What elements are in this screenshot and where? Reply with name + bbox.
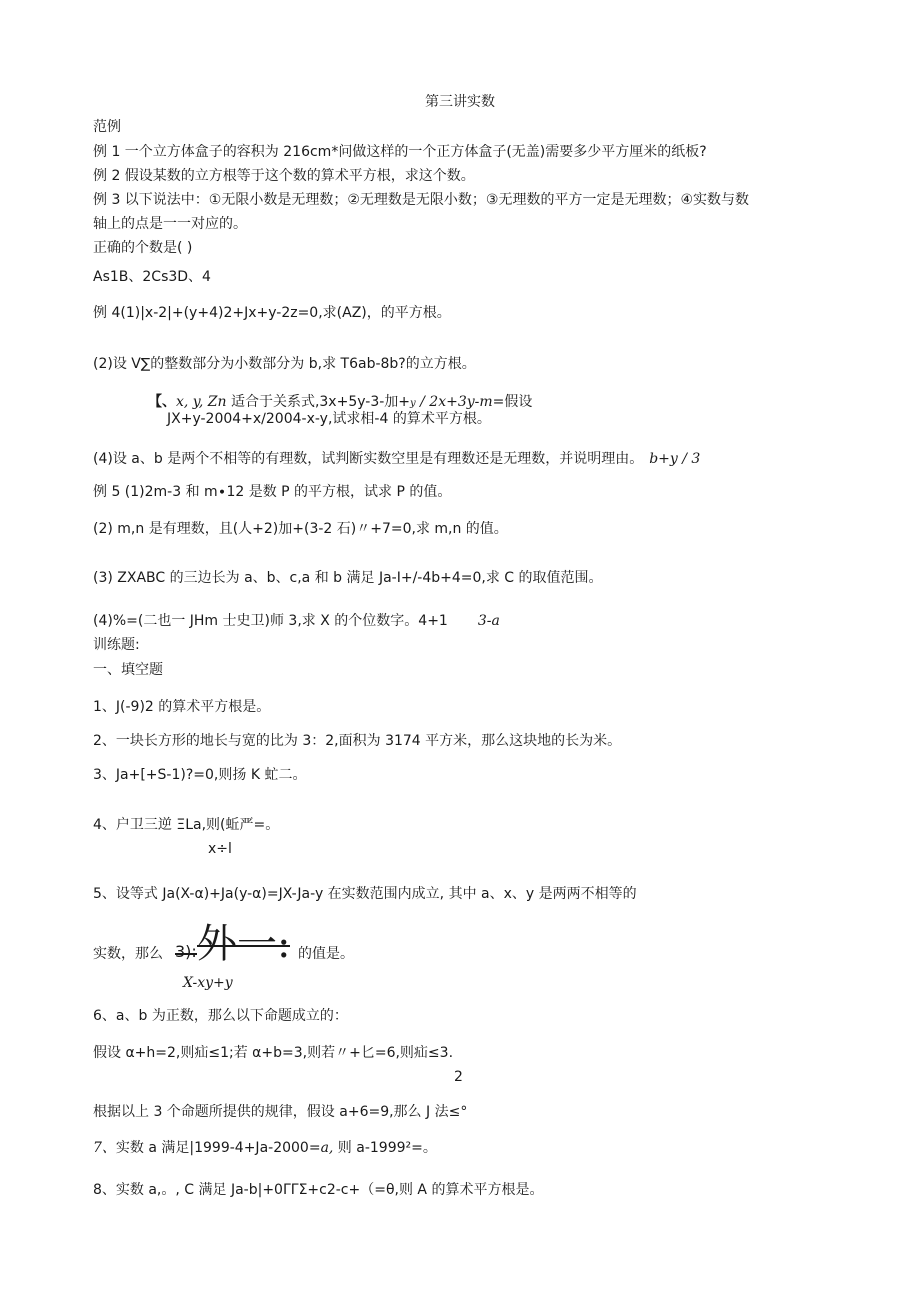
relation-italic-text: / 2x+3y-m= — [415, 394, 505, 410]
example-4-part-4-formula: b+y / 3 — [649, 451, 701, 467]
example-3-options: As1B、2Cs3D、4 — [93, 269, 211, 285]
example-5-part-1: 例 5 (1)2m-3 和 m∙12 是数 P 的平方根，试求 P 的值。 — [93, 484, 452, 500]
question-3: 3、Ja+[+S-1)?=0,则扬 K 虻二。 — [93, 767, 307, 783]
training-heading: 训练题: — [93, 637, 140, 653]
question-5-prefix: 实数，那么 — [93, 946, 163, 962]
example-5-part-4 — [93, 611, 500, 631]
question-5-line-1: 5、设等式 Ja(X-α)+Ja(y-α)=JX-Ja-y 在实数范围内成立, 其中 a、x、y 是两两不相等的 — [93, 886, 637, 902]
example-4-part-1: 例 4(1)|x-2|+(y+4)2+Jx+y-2z=0,求(AZ)，的平方根。 — [93, 305, 451, 321]
question-7-tail: 则 a-1999²=。 — [333, 1140, 437, 1156]
example-4-part-3-line-2: JX+y-2004+x∕2004-x-y,试求相-4 的算术平方根。 — [167, 411, 491, 427]
question-7-variable: a, — [320, 1140, 334, 1156]
example-5-part-4-formula: 3-a — [477, 613, 500, 629]
question-5-suffix: 的值是。 — [298, 946, 354, 962]
example-4-part-2: (2)设 V∑的整数部分为小数部分为 b,求 T6ab-8b?的立方根。 — [93, 356, 476, 372]
example-3-line-1: 例 3 以下说法中：①无限小数是无理数；②无理数是无限小数；③无理数的平方一定是无理数；④实数与数 — [93, 192, 750, 208]
question-5-sub: X-xy+y — [183, 975, 233, 991]
example-5-part-4-text: (4)%=(二也一 JHm 士史卫)师 3,求 X 的个位数字。4+1 — [93, 613, 448, 629]
question-2: 2、一块长方形的地长与宽的比为 3：2,面积为 3174 平方米，那么这块地的长为米。 — [93, 733, 622, 749]
heading-examples: 范例 — [93, 119, 121, 135]
question-6-line-3: 根据以上 3 个命题所提供的规律，假设 a+6=9,那么 J 法≤° — [93, 1104, 468, 1120]
question-5-strike-lines — [175, 922, 295, 966]
question-7-number: 7、 — [93, 1140, 116, 1156]
question-7-text: 实数 a 满足|1999-4+Ja-2000= — [115, 1140, 321, 1156]
section-fill-in-blank: 一、填空题 — [93, 662, 163, 678]
variables-text: x, y, Zn — [176, 394, 227, 410]
example-4-part-4 — [93, 449, 700, 469]
question-1: 1、J(-9)2 的算术平方根是。 — [93, 699, 271, 715]
question-8: 8、实数 a,。, C 满足 Ja-b|+0ΓΓΣ+c2-c+（=θ,则 A 的算术平方根是。 — [93, 1182, 544, 1198]
subscript-text: y — [410, 398, 416, 409]
bracket-mark: 【、 — [148, 394, 176, 410]
example-3-line-3: 正确的个数是( ) — [93, 240, 193, 256]
example-4-part-4-text: (4)设 a、b 是两个不相等的有理数，试判断实数空里是有理数还是无理数，并说明理由。 — [93, 451, 644, 467]
example-3-line-2: 轴上的点是一一对应的。 — [93, 216, 247, 232]
example-5-part-2: (2) m,n 是有理数，且(人+2)加+(3-2 石)〃+7=0,求 m,n 的值。 — [93, 521, 508, 537]
example-1: 例 1 一个立方体盒子的容积为 216cm*问做这样的一个正方体盒子(无盖)需要多少平方厘米的纸板? — [93, 144, 707, 160]
suppose-text: 假设 — [504, 394, 533, 410]
question-5-large-glyphs: 外一: — [197, 921, 291, 967]
question-7 — [93, 1138, 437, 1158]
example-5-part-3: (3) ZXABC 的三边长为 a、b、c,a 和 b 满足 Ja-I+/-4b+4=0,求 C 的取值范围。 — [93, 570, 603, 586]
question-5-struck-number: 3): — [175, 942, 197, 961]
question-4-sub: x÷l — [208, 841, 232, 857]
question-6-number: 2 — [454, 1069, 463, 1085]
question-4: 4、户卫三逆 ΞLa,则(蚯严=。 — [93, 817, 280, 833]
relation-text: 适合于关系式,3x+5y-3-加+ — [226, 394, 411, 410]
question-6-line-2: 假设 α+h=2,则疝≤1;若 α+b=3,则若〃+匕=6,则疝≤3. — [93, 1045, 454, 1061]
page-title: 第三讲实数 — [425, 94, 495, 110]
example-2: 例 2 假设某数的立方根等于这个数的算术平方根，求这个数。 — [93, 168, 475, 184]
question-6-line-1: 6、a、b 为正数，那么以下命题成立的： — [93, 1008, 348, 1024]
